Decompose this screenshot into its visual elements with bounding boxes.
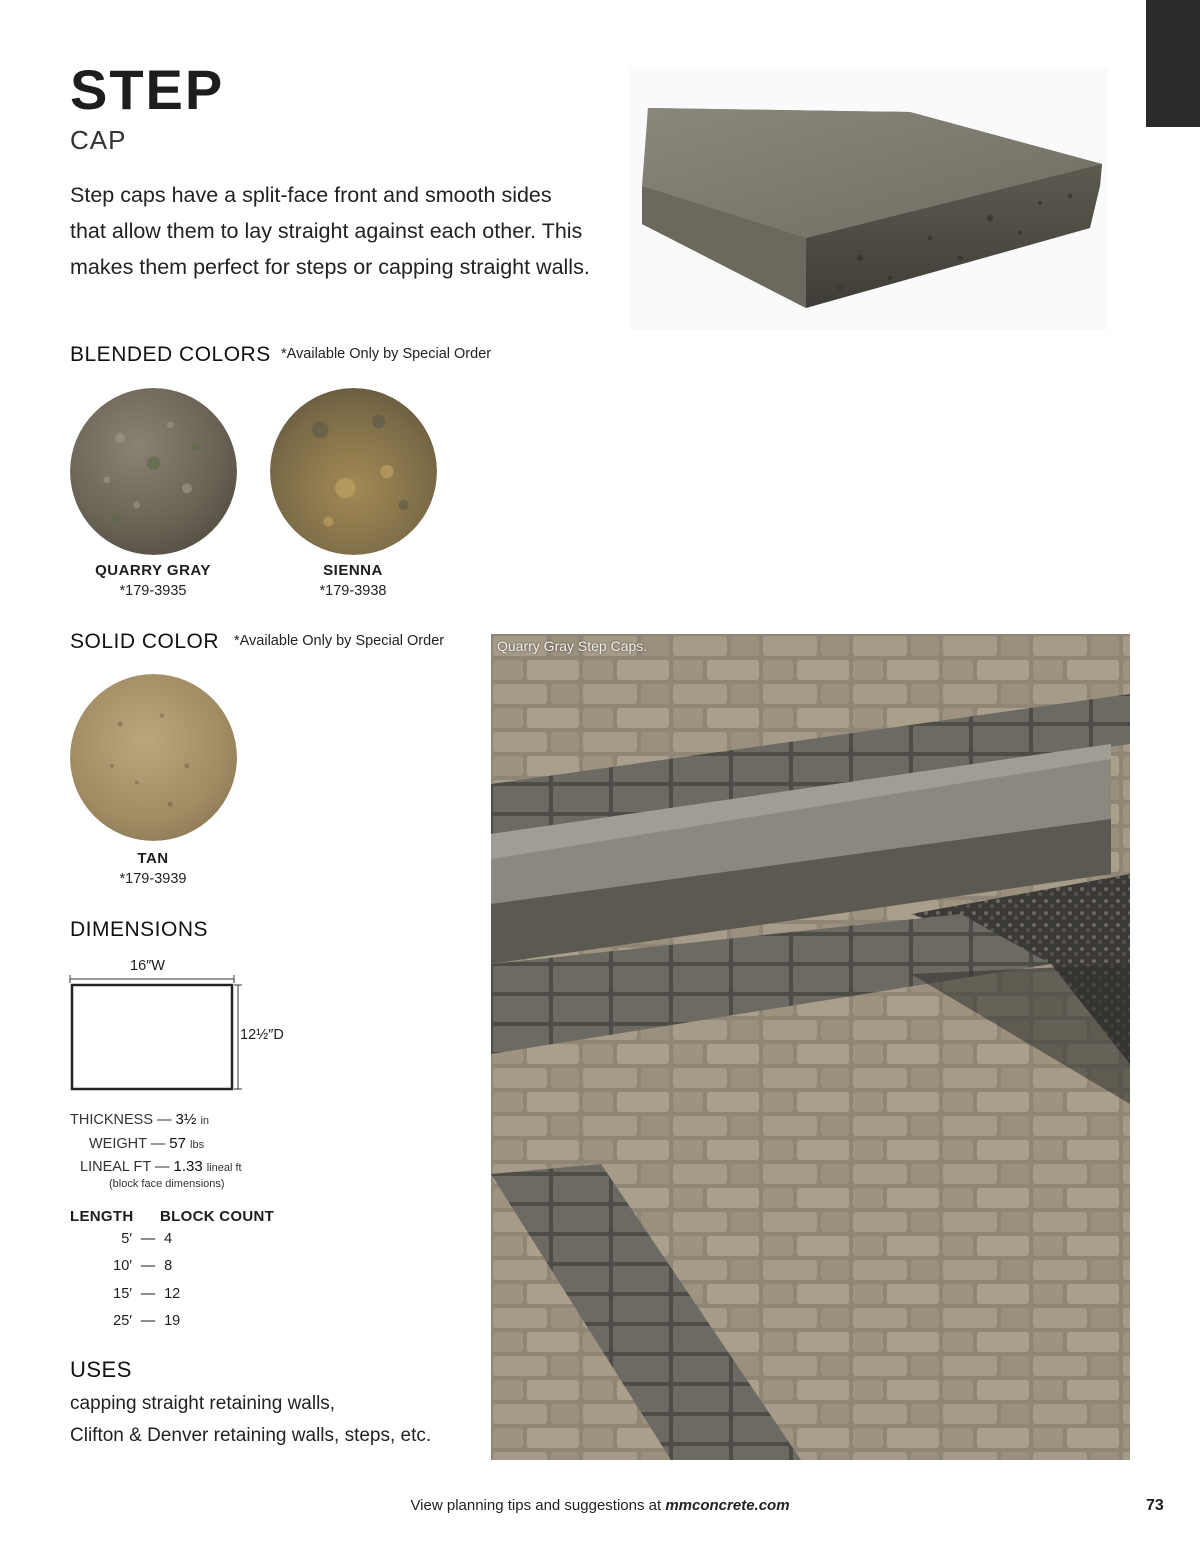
- uses-line-2: Clifton & Denver retaining walls, steps, etc.: [70, 1425, 432, 1446]
- page-subtitle: CAP: [70, 125, 127, 155]
- sienna-swatch: [270, 388, 437, 555]
- row-length: 25′: [113, 1313, 132, 1329]
- tan-code: *179-3939: [119, 871, 187, 887]
- tan-swatch: [70, 674, 237, 841]
- lineal-ft-label: LINEAL FT —: [80, 1159, 170, 1175]
- quarry-gray-name: QUARRY GRAY: [95, 562, 211, 579]
- installation-photo: [491, 634, 1130, 1460]
- tan-name: TAN: [137, 850, 169, 867]
- row-dash: —: [140, 1286, 156, 1302]
- weight-label: WEIGHT —: [89, 1136, 166, 1152]
- step-cap-product-image: [630, 68, 1108, 330]
- table-row: [70, 1286, 220, 1302]
- sienna-code: *179-3938: [319, 583, 387, 599]
- photo-caption: Quarry Gray Step Caps.: [497, 638, 648, 654]
- quarry-gray-swatch: [70, 388, 237, 555]
- blended-colors-heading: BLENDED COLORS: [70, 343, 271, 366]
- row-length: 5′: [121, 1231, 132, 1247]
- table-row: [70, 1313, 220, 1329]
- solid-color-heading: SOLID COLOR: [70, 630, 220, 653]
- lineal-ft-unit: lineal ft: [206, 1162, 242, 1174]
- dimensions-heading: DIMENSIONS: [70, 918, 209, 941]
- solid-color-note: *Available Only by Special Order: [234, 633, 445, 649]
- width-label: 16″W: [130, 958, 165, 974]
- thickness-spec: [70, 1111, 209, 1128]
- footer-website-link[interactable]: mmconcrete.com: [665, 1497, 790, 1514]
- weight-spec: [89, 1135, 204, 1152]
- lineal-ft-spec: [80, 1158, 242, 1175]
- row-dash: —: [140, 1231, 156, 1247]
- table-row: [70, 1258, 220, 1274]
- weight-value: 57: [169, 1135, 186, 1152]
- row-dash: —: [140, 1313, 156, 1329]
- dimension-diagram: [66, 975, 242, 1095]
- row-count: 4: [164, 1231, 173, 1247]
- sienna-name: SIENNA: [323, 562, 383, 579]
- product-description: Step caps have a split-face front and smooth sides that allow them to lay straight against each other. This makes them perfect for steps or capping straight walls.: [70, 183, 590, 279]
- row-count: 8: [164, 1258, 173, 1274]
- row-length: 15′: [113, 1286, 132, 1302]
- footer: [0, 1497, 1200, 1514]
- uses-text: [70, 1388, 431, 1452]
- page-title: STEP: [70, 58, 225, 121]
- row-count: 19: [164, 1313, 181, 1329]
- block-face-note: (block face dimensions): [109, 1178, 225, 1190]
- thickness-label: THICKNESS —: [70, 1112, 172, 1128]
- corner-tab: [1146, 0, 1200, 127]
- lineal-ft-value: 1.33: [173, 1158, 203, 1175]
- page-number: 73: [1146, 1497, 1164, 1514]
- weight-unit: lbs: [190, 1139, 205, 1151]
- block-count-column-header: BLOCK COUNT: [160, 1208, 275, 1225]
- depth-label: 12½″D: [240, 1027, 284, 1043]
- thickness-value: 3½: [175, 1111, 197, 1128]
- blended-colors-note: *Available Only by Special Order: [281, 346, 492, 362]
- uses-line-1: capping straight retaining walls,: [70, 1393, 336, 1414]
- row-count: 12: [164, 1286, 181, 1302]
- thickness-unit: in: [200, 1115, 209, 1127]
- footer-text: View planning tips and suggestions at: [410, 1497, 662, 1514]
- table-row: [70, 1231, 220, 1247]
- uses-heading: USES: [70, 1357, 132, 1382]
- row-dash: —: [140, 1258, 156, 1274]
- quarry-gray-code: *179-3935: [119, 583, 187, 599]
- row-length: 10′: [113, 1258, 132, 1274]
- length-column-header: LENGTH: [70, 1208, 134, 1225]
